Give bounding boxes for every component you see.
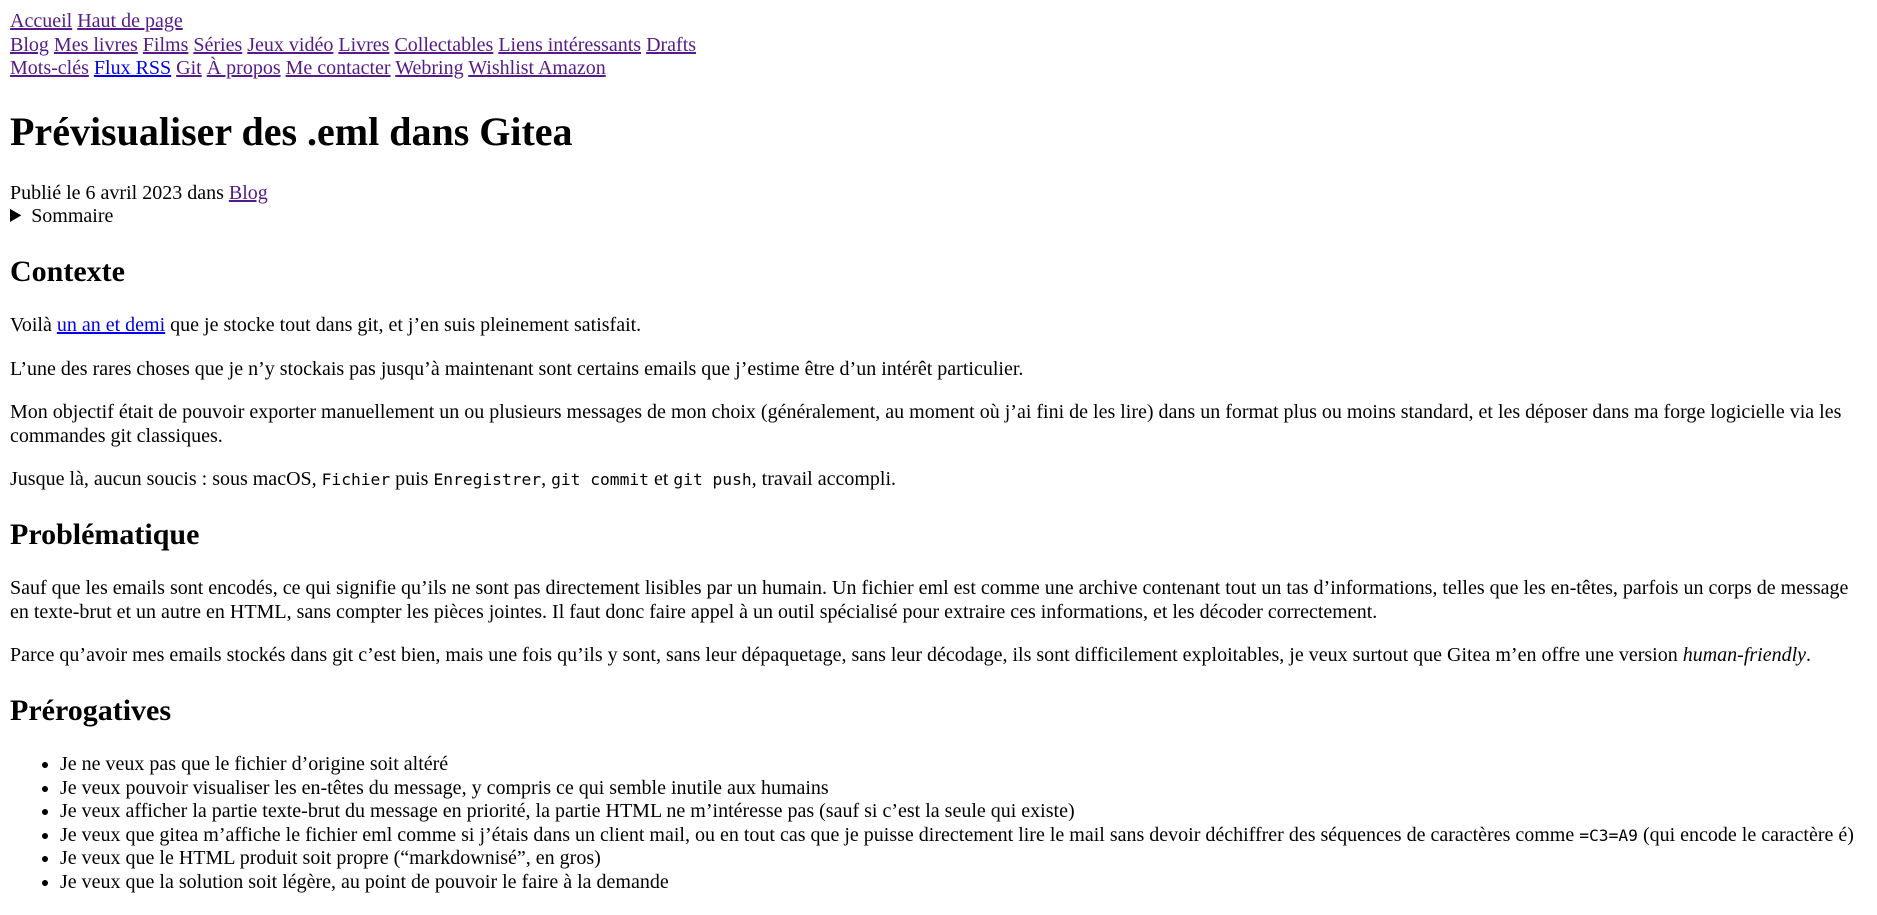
list-item: • Je veux afficher la partie texte-brut du message en priorité, la partie HTML ne m’intéresse pas (sauf si c’est la seule qui existe) [60,800,1867,824]
site-nav [10,10,1867,81]
page-title: Prévisualiser des .eml dans Gitea [10,108,573,154]
nav-link-accueil[interactable]: Accueil [10,10,73,32]
section-heading-prerogatives: Prérogatives [10,693,172,727]
inline-code-quoted-printable: =C3=A9 [1579,825,1638,845]
nav-link-git[interactable]: Git [176,57,202,80]
list-item: • Je ne veux pas que le fichier d’origine soit altéré [60,753,1867,777]
nav-link-livres[interactable]: Livres [338,33,390,56]
nav-link-liens-interessants[interactable]: Liens intéressants [498,33,642,56]
list-item: • Je veux que le HTML produit soit propre (“markdownisé”, en gros) [60,847,1867,871]
inline-code-git-push: git push [673,470,752,490]
nav-link-wishlist-amazon[interactable]: Wishlist Amazon [468,57,606,80]
paragraph-contexte-3: Mon objectif était de pouvoir exporter manuellement un ou plusieurs messages de mon choix (généralement, au moment où j’ai fini de les lire) dans un format plus ou moins standard, et les déposer dans ma forge logicielle via les commandes git classiques. [10,401,1842,447]
inline-emphasis-human-friendly: human-friendly [1682,644,1807,667]
nav-link-a-propos[interactable]: À propos [206,57,281,80]
nav-link-me-contacter[interactable]: Me contacter [285,57,391,80]
inline-code-fichier: Fichier [321,470,391,490]
paragraph-problematique-2 [10,644,1867,668]
nav-row-categories [10,34,1867,58]
nav-link-mes-livres[interactable]: Mes livres [53,33,138,56]
publish-meta [10,182,1867,206]
prerogatives-list [10,753,1867,895]
nav-link-flux-rss[interactable]: Flux RSS [93,57,172,80]
list-item-text: Je veux que gitea m’affiche le fichier eml comme si j’étais dans un client mail, ou en tout cas que je puisse directement lire le mail sans devoir déchiffrer des séquences de caractères comme [60,823,1580,846]
publish-meta-text: Publié le 6 avril 2023 dans [10,181,229,204]
section-heading-contexte: Contexte [10,254,125,288]
article [10,108,1867,895]
paragraph-contexte-1 [10,314,1867,338]
paragraph-text: Jusque là, aucun soucis : sous macOS, [10,468,322,491]
nav-link-mots-cles[interactable]: Mots-clés [10,57,89,80]
toc-details [10,205,1867,229]
nav-link-films[interactable]: Films [142,33,189,56]
list-item-text: (qui encode le caractère é) [1637,823,1854,846]
paragraph-text: , [541,468,552,491]
list-item: • Je veux pouvoir visualiser les en-têtes du message, y compris ce qui semble inutile aux humains [60,777,1867,801]
nav-link-haut-de-page[interactable]: Haut de page [77,10,183,32]
toc-summary[interactable]: Sommaire [31,205,114,228]
paragraph-text: Parce qu’avoir mes emails stockés dans git c’est bien, mais une fois qu’ils y sont, sans leur dépaquetage, sans leur décodage, ils sont difficilement exploitables, je veux surtout que Gitea m’en offre une version [10,644,1683,667]
section-heading-problematique: Problématique [10,517,200,551]
list-item: • Je veux que la solution soit légère, au point de pouvoir le faire à la demande [60,871,1867,895]
nav-link-webring[interactable]: Webring [395,57,464,80]
paragraph-text: Voilà [10,313,57,336]
nav-link-collectables[interactable]: Collectables [394,33,494,56]
nav-link-blog[interactable]: Blog [10,33,49,56]
paragraph-contexte-2: L’une des rares choses que je n’y stockais pas jusqu’à maintenant sont certains emails que j’estime être d’un intérêt particulier. [10,357,1024,380]
paragraph-text: et [648,468,674,491]
inline-code-git-commit: git commit [551,470,649,490]
paragraph-problematique-1: Sauf que les emails sont encodés, ce qui signifie qu’ils ne sont pas directement lisibles par un humain. Un fichier eml est comme une archive contenant tout un tas d’informations, telles que les en-têtes, parfois un corps de message en texte-brut et un autre en HTML, sans compter les pièces jointes. Il faut donc faire appel à un outil spécialisé pour extraire ces informations, et les décoder correctement. [10,577,1849,623]
paragraph-text: puis [390,468,434,491]
inline-link-un-an-et-demi[interactable]: un an et demi [56,313,166,336]
list-item [60,824,1867,848]
paragraph-text: que je stocke tout dans git, et j’en suis pleinement satisfait. [165,313,642,336]
nav-row-misc [10,57,1867,81]
nav-link-series[interactable]: Séries [193,33,243,56]
paragraph-contexte-4 [10,468,1867,492]
nav-link-drafts[interactable]: Drafts [646,33,697,56]
paragraph-text: , travail accompli. [751,468,897,491]
nav-row-top [10,10,1867,34]
paragraph-text: . [1806,644,1812,667]
inline-code-enregistrer: Enregistrer [433,470,542,490]
category-link-blog[interactable]: Blog [228,181,268,204]
nav-link-jeux-video[interactable]: Jeux vidéo [247,33,334,56]
